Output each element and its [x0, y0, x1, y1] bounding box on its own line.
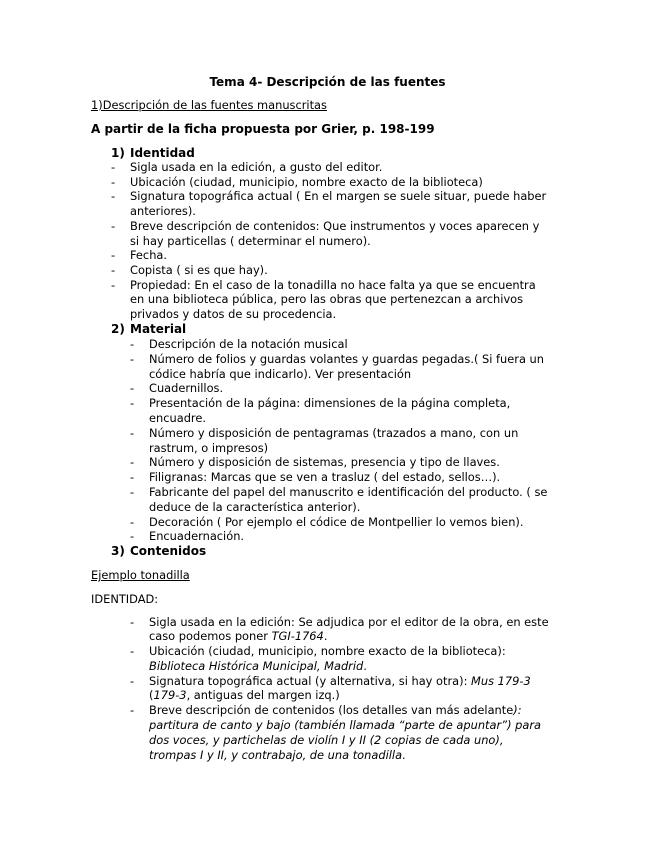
text-run: caso podemos poner: [149, 629, 272, 643]
list-item-line: Número y disposición de sistemas, presencia y tipo de llaves.: [149, 455, 500, 470]
list-item-line: Encuadernación.: [149, 529, 245, 544]
text-run: (: [149, 688, 154, 702]
ejemplo-item-3-line-1: [149, 674, 531, 689]
list-bullet: -: [130, 485, 135, 499]
identidad-caps-label: IDENTIDAD:: [91, 592, 159, 606]
list-item-line: privados y datos de su procedencia.: [130, 307, 337, 321]
subheading: A partir de la ficha propuesta por Grier, p. 198-199: [91, 122, 435, 136]
ejemplo-item-4-line-2: partitura de canto y bajo (también llamada “parte de apuntar”) para: [149, 718, 542, 732]
list-item-line: deduce de la característica anterior).: [149, 499, 361, 514]
ejemplo-item-4-line-4: [149, 748, 406, 763]
identidad-number: 1): [111, 146, 125, 160]
ejemplo-item-1-line-2: [149, 629, 327, 644]
text-run: ):: [513, 703, 522, 717]
list-bullet: -: [130, 396, 135, 411]
contenidos-number: 3): [111, 544, 125, 558]
list-bullet: -: [111, 160, 116, 174]
list-bullet: -: [130, 351, 135, 366]
list-item-line: Copista ( si es que hay).: [130, 262, 268, 277]
ejemplo-item-2-line-1: Ubicación (ciudad, municipio, nombre exacto de la biblioteca):: [149, 644, 506, 658]
list-bullet: -: [111, 174, 116, 189]
list-item-line: Fabricante del papel del manuscrito e identificación del producto. ( se: [149, 485, 548, 499]
signatura-value: Mus 179-3: [471, 674, 531, 688]
list-item-line: Número de folios y guardas volantes y guardas pegadas.( Si fuera un: [149, 351, 544, 366]
material-number: 2): [111, 322, 125, 336]
list-item-line: Presentación de la página: dimensiones de la página completa,: [149, 396, 511, 411]
text-run: Signatura topográfica actual (y alternativa, si hay otra):: [149, 674, 472, 688]
section-heading: 1)Descripción de las fuentes manuscritas: [91, 98, 327, 112]
list-item-line: Filigranas: Marcas que se ven a trasluz ( del estado, sellos…).: [149, 470, 501, 485]
list-item-line: anteriores).: [130, 204, 196, 219]
list-bullet: -: [130, 644, 135, 658]
list-item-line: códice habría que indicarlo). Ver presentación: [149, 366, 412, 381]
ubicacion-value: Biblioteca Histórica Municipal, Madrid: [149, 659, 364, 673]
list-bullet: -: [130, 425, 135, 440]
list-bullet: -: [130, 703, 135, 717]
contenidos-heading: Contenidos: [130, 544, 207, 558]
list-bullet: -: [111, 248, 116, 263]
list-item-line: Decoración ( Por ejemplo el códice de Montpellier lo vemos bien).: [149, 514, 524, 529]
ejemplo-heading: Ejemplo tonadilla: [91, 568, 190, 582]
text-run: .: [323, 629, 328, 643]
list-bullet: -: [130, 514, 135, 529]
list-bullet: -: [130, 337, 135, 351]
list-bullet: -: [130, 455, 135, 470]
list-item-line: rastrum, o impresos): [149, 440, 269, 455]
identidad-heading: Identidad: [130, 146, 195, 160]
list-item-line: Sigla usada en la edición, a gusto del editor.: [130, 160, 383, 174]
list-item-line: Cuadernillos.: [149, 381, 224, 396]
ejemplo-item-4-line-3: dos voces, y partichelas de violín I y II (2 copias de cada uno),: [149, 733, 504, 747]
text-run: Breve descripción de contenidos (los detalles van más adelante: [149, 703, 514, 717]
ejemplo-item-2-line-2: [149, 659, 367, 674]
sigla-value: TGI-1764: [271, 629, 324, 643]
ejemplo-item-1-line-1: Sigla usada en la edición: Se adjudica por el editor de la obra, en este: [149, 615, 549, 629]
list-item-line: si hay particellas ( determinar el numero).: [130, 233, 371, 248]
list-item-line: Número y disposición de pentagramas (trazados a mano, con un: [149, 425, 519, 440]
list-item-line: Breve descripción de contenidos: Que instrumentos y voces aparecen y: [130, 218, 540, 233]
text-run: .: [363, 659, 367, 673]
list-item-line: Signatura topográfica actual ( En el margen se suele situar, puede haber: [130, 189, 547, 204]
list-item-line: Fecha.: [130, 248, 168, 263]
list-item-line: en una biblioteca pública, pero las obras que pertenezcan a archivos: [130, 292, 524, 307]
list-bullet: -: [111, 262, 116, 277]
list-item-line: Descripción de la notación musical: [149, 337, 348, 351]
text-run: .: [402, 748, 406, 762]
list-bullet: -: [130, 529, 135, 544]
signatura-alt-value: 179-3: [153, 688, 187, 702]
list-item-line: Propiedad: En el caso de la tonadilla no hace falta ya que se encuentra: [130, 277, 536, 292]
list-bullet: -: [130, 381, 135, 396]
list-bullet: -: [130, 470, 135, 485]
ejemplo-item-4-line-1: [149, 703, 522, 718]
list-item-line: encuadre.: [149, 411, 206, 425]
text-run: trompas I y II, y contrabajo, de una tonadilla: [149, 748, 403, 762]
list-bullet: -: [111, 218, 116, 233]
text-run: , antiguas del margen izq.): [186, 688, 340, 702]
ejemplo-item-3-line-2: [149, 688, 340, 703]
list-item-line: Ubicación (ciudad, municipio, nombre exacto de la biblioteca): [130, 174, 483, 189]
material-heading: Material: [130, 322, 187, 336]
list-bullet: -: [111, 277, 116, 292]
list-bullet: -: [130, 615, 135, 629]
page-title: Tema 4- Descripción de las fuentes: [209, 75, 446, 89]
list-bullet: -: [130, 674, 135, 688]
list-bullet: -: [111, 189, 116, 204]
